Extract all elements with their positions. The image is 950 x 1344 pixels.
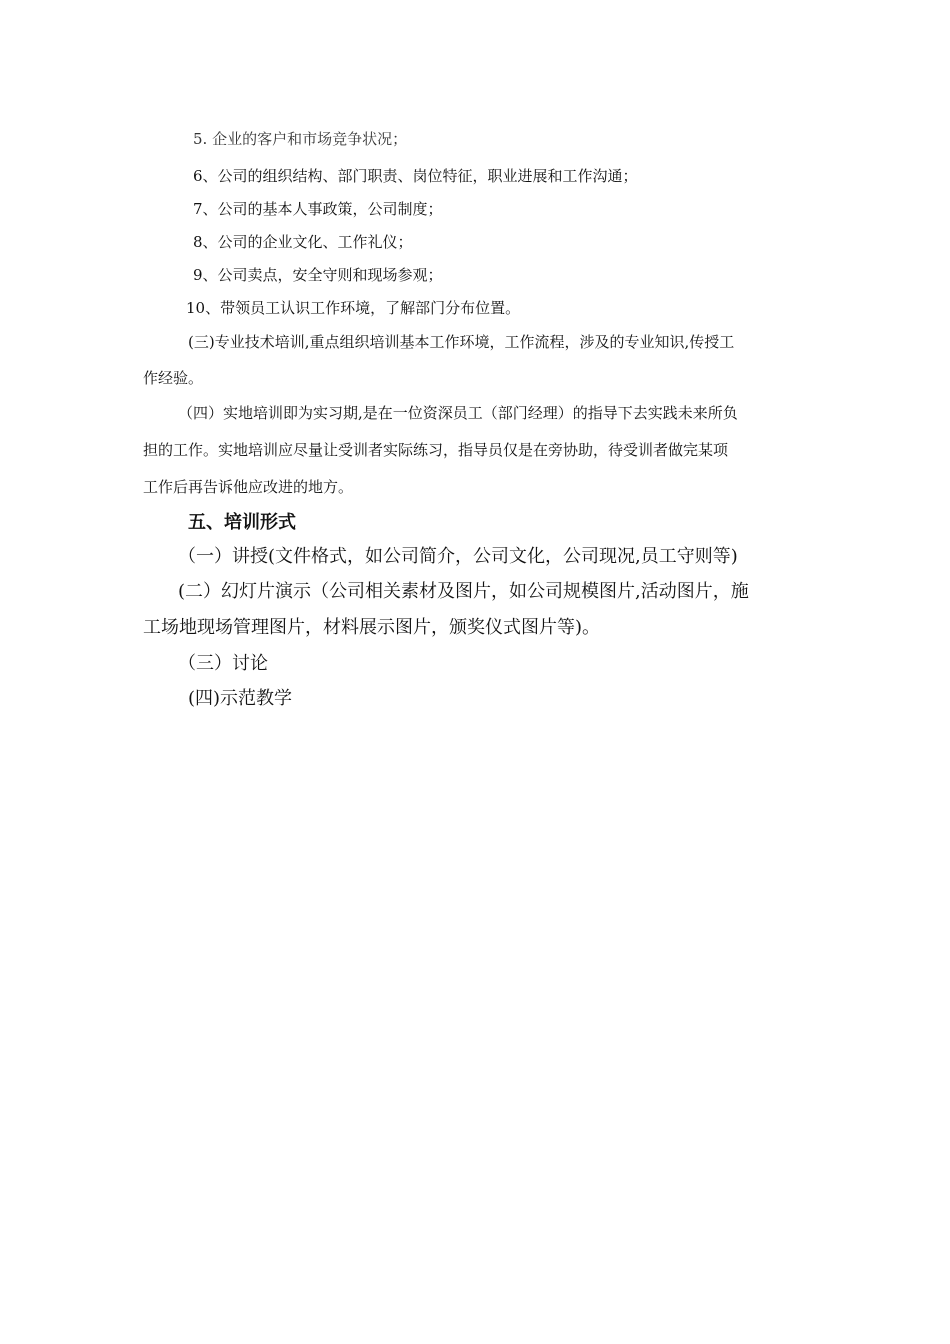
training-form-item-1: （一）讲授(文件格式，如公司简介，公司文化，公司现况,员工守则等) [178,546,738,567]
list-item-7: 7、公司的基本人事政策，公司制度； [193,200,443,218]
paragraph-3-line-2: 作经验。 [143,369,204,387]
paragraph-3-line-1: (三)专业技术培训,重点组织培训基本工作环境，工作流程，涉及的专业知识,传授工 [188,333,735,351]
section-heading: 五、培训形式 [188,512,296,533]
list-item-9: 9、公司卖点，安全守则和现场参观； [193,266,443,284]
training-form-item-2-line-1: (二）幻灯片演示（公司相关素材及图片，如公司规模图片,活动图片，施 [178,581,749,602]
training-form-item-3: （三）讨论 [178,653,268,674]
paragraph-4-line-3: 工作后再告诉他应改进的地方。 [143,478,354,496]
list-item-10: 10、带领员工认识工作环境，了解部门分布位置。 [186,299,521,317]
paragraph-4-line-1: （四）实地培训即为实习期,是在一位资深员工（部门经理）的指导下去实践未来所负 [178,404,738,422]
training-form-item-2-line-2: 工场地现场管理图片，材料展示图片，颁奖仪式图片等)。 [143,617,601,638]
list-item-6: 6、公司的组织结构、部门职责、岗位特征，职业进展和工作沟通； [193,167,638,185]
list-item-5: 5. 企业的客户和市场竞争状况； [193,130,408,148]
training-form-item-4: (四)示范教学 [188,688,293,709]
list-item-8: 8、公司的企业文化、工作礼仪； [193,233,413,251]
paragraph-4-line-2: 担的工作。实地培训应尽量让受训者实际练习，指导员仅是在旁协助，待受训者做完某项 [143,441,729,459]
